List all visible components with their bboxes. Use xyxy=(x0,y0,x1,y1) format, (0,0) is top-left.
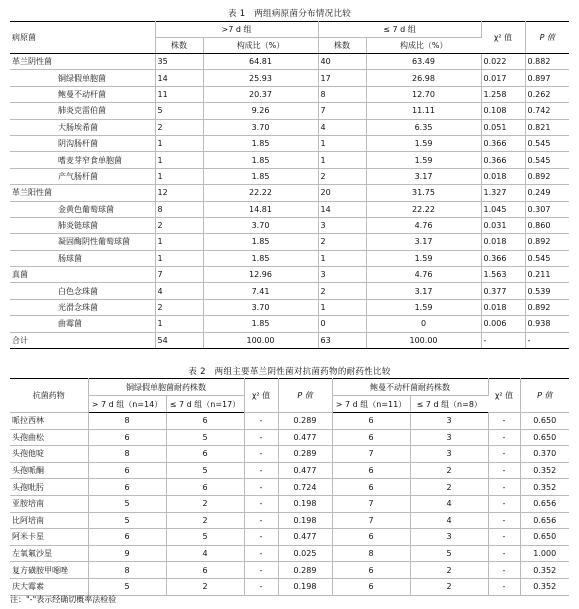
table-row xyxy=(10,529,569,546)
chi2-value: 0.006 xyxy=(481,316,525,332)
chi2-value: 1.258 xyxy=(481,86,525,102)
table-row xyxy=(10,152,569,168)
ab-count-a: 6 xyxy=(332,462,410,479)
count-b: 14 xyxy=(318,201,366,217)
table-row xyxy=(10,512,569,529)
count-a: 12 xyxy=(155,185,203,201)
chi2-value: 1.045 xyxy=(481,201,525,217)
ratio-b: 1.59 xyxy=(366,135,481,151)
chi2-value-1: - xyxy=(244,512,278,529)
drug-name: 庆大霉素 xyxy=(10,578,88,595)
ratio-b: 63.49 xyxy=(366,54,481,70)
chi2-value: 0.366 xyxy=(481,152,525,168)
table-row xyxy=(10,54,569,70)
count-a: 2 xyxy=(155,299,203,315)
ab-count-b: 5 xyxy=(410,545,488,562)
ab-count-a: 6 xyxy=(332,479,410,496)
chi2-value: 0.377 xyxy=(481,283,525,299)
ratio-b: 11.11 xyxy=(366,103,481,119)
p-value-1: 0.477 xyxy=(278,462,332,479)
chi2-value: 0.018 xyxy=(481,234,525,250)
ab-count-b: 2 xyxy=(410,462,488,479)
chi2-value: 0.031 xyxy=(481,217,525,233)
p-value-1: 0.724 xyxy=(278,479,332,496)
ratio-a: 20.37 xyxy=(203,86,318,102)
count-b: 3 xyxy=(318,267,366,283)
pa-count-a: 9 xyxy=(88,545,166,562)
count-a: 1 xyxy=(155,152,203,168)
drug-name: 头孢他啶 xyxy=(10,446,88,463)
pa-count-a: 6 xyxy=(88,479,166,496)
pathogen-distribution-table xyxy=(10,21,569,349)
ratio-b: 3.17 xyxy=(366,168,481,184)
header-pa-a: > 7 d 组（n=14） xyxy=(88,396,166,413)
count-b: 20 xyxy=(318,185,366,201)
pa-count-b: 4 xyxy=(166,545,244,562)
chi2-value-2: - xyxy=(488,495,520,512)
pa-count-a: 5 xyxy=(88,495,166,512)
ab-count-a: 6 xyxy=(332,562,410,579)
chi2-value-2: - xyxy=(488,446,520,463)
chi2-value-2: - xyxy=(488,429,520,446)
ab-count-b: 3 xyxy=(410,446,488,463)
chi2-value: 0.017 xyxy=(481,70,525,86)
pathogen-name: 真菌 xyxy=(10,267,155,283)
header-chi2-1: χ² 值 xyxy=(244,379,278,413)
chi2-value-1: - xyxy=(244,446,278,463)
p-value-1: 0.025 xyxy=(278,545,332,562)
ratio-b: 12.70 xyxy=(366,86,481,102)
p-value: 0.262 xyxy=(525,86,569,102)
table-row xyxy=(10,562,569,579)
count-a: 1 xyxy=(155,316,203,332)
p-value: 0.860 xyxy=(525,217,569,233)
count-b: 2 xyxy=(318,168,366,184)
p-value-2: 0.352 xyxy=(520,578,569,595)
chi2-value-1: - xyxy=(244,545,278,562)
header-pa-b: ≤ 7 d 组（n=17） xyxy=(166,396,244,413)
chi2-value: 0.366 xyxy=(481,250,525,266)
table-row xyxy=(10,446,569,463)
table-row xyxy=(10,332,569,348)
chi2-value: 1.327 xyxy=(481,185,525,201)
table-row xyxy=(10,462,569,479)
chi2-value-2: - xyxy=(488,462,520,479)
pa-count-a: 6 xyxy=(88,529,166,546)
ab-count-a: 8 xyxy=(332,545,410,562)
p-value: 0.938 xyxy=(525,316,569,332)
chi2-value-2: - xyxy=(488,529,520,546)
table-row xyxy=(10,234,569,250)
ab-count-b: 2 xyxy=(410,562,488,579)
ratio-b: 0 xyxy=(366,316,481,332)
header-count-b: 株数 xyxy=(318,38,366,54)
p-value-2: 0.656 xyxy=(520,512,569,529)
count-b: 7 xyxy=(318,103,366,119)
header-p: P 值 xyxy=(525,22,569,54)
ratio-b: 100.00 xyxy=(366,332,481,348)
p-value-2: 0.656 xyxy=(520,495,569,512)
p-value: 0.249 xyxy=(525,185,569,201)
p-value: 0.211 xyxy=(525,267,569,283)
chi2-value-1: - xyxy=(244,495,278,512)
table-row xyxy=(10,495,569,512)
pathogen-name: 嗜麦芽窄食单胞菌 xyxy=(10,152,155,168)
table-row xyxy=(10,479,569,496)
p-value: 0.897 xyxy=(525,70,569,86)
resistance-comparison-table xyxy=(10,378,569,596)
ratio-a: 9.26 xyxy=(203,103,318,119)
pa-count-b: 5 xyxy=(166,462,244,479)
header-ab: 鲍曼不动杆菌耐药株数 xyxy=(332,379,488,396)
header-ratio-a: 构成比（%） xyxy=(203,38,318,54)
p-value-1: 0.198 xyxy=(278,578,332,595)
ab-count-a: 6 xyxy=(332,413,410,430)
chi2-value-1: - xyxy=(244,462,278,479)
pathogen-name: 革兰阴性菌 xyxy=(10,54,155,70)
table-note: 注："-"表示经确切概率法检验 xyxy=(10,595,117,604)
pa-count-b: 2 xyxy=(166,578,244,595)
ratio-a: 1.85 xyxy=(203,168,318,184)
ratio-a: 25.93 xyxy=(203,70,318,86)
ab-count-a: 7 xyxy=(332,495,410,512)
table-row xyxy=(10,185,569,201)
pa-count-a: 8 xyxy=(88,446,166,463)
p-value-1: 0.289 xyxy=(278,413,332,430)
chi2-value: 0.018 xyxy=(481,299,525,315)
pa-count-b: 2 xyxy=(166,512,244,529)
ratio-a: 1.85 xyxy=(203,316,318,332)
count-a: 2 xyxy=(155,217,203,233)
ratio-b: 22.22 xyxy=(366,201,481,217)
table-row xyxy=(10,135,569,151)
p-value-1: 0.198 xyxy=(278,512,332,529)
pa-count-a: 5 xyxy=(88,512,166,529)
chi2-value: 0.018 xyxy=(481,168,525,184)
pathogen-name: 曲霉菌 xyxy=(10,316,155,332)
ratio-a: 3.70 xyxy=(203,217,318,233)
count-b: 8 xyxy=(318,86,366,102)
p-value-2: 0.650 xyxy=(520,429,569,446)
table-row xyxy=(10,201,569,217)
ab-count-b: 2 xyxy=(410,479,488,496)
ratio-b: 6.35 xyxy=(366,119,481,135)
header-ab-b: ≤ 7 d 组（n=8） xyxy=(410,396,488,413)
pathogen-name: 鲍曼不动杆菌 xyxy=(10,86,155,102)
pathogen-name: 光滑念珠菌 xyxy=(10,299,155,315)
pathogen-name: 肺炎克雷伯菌 xyxy=(10,103,155,119)
chi2-value-1: - xyxy=(244,529,278,546)
p-value-2: 0.352 xyxy=(520,562,569,579)
ratio-b: 4.76 xyxy=(366,217,481,233)
count-a: 1 xyxy=(155,250,203,266)
table-row xyxy=(10,250,569,266)
p-value: 0.545 xyxy=(525,250,569,266)
ab-count-b: 2 xyxy=(410,578,488,595)
pathogen-name: 阴沟肠杆菌 xyxy=(10,135,155,151)
drug-name: 头孢哌酮 xyxy=(10,462,88,479)
header-ratio-b: 构成比（%） xyxy=(366,38,481,54)
chi2-value: 0.051 xyxy=(481,119,525,135)
table-row xyxy=(10,413,569,430)
ratio-a: 14.81 xyxy=(203,201,318,217)
count-a: 8 xyxy=(155,201,203,217)
pa-count-b: 2 xyxy=(166,495,244,512)
count-a: 1 xyxy=(155,135,203,151)
p-value-1: 0.198 xyxy=(278,495,332,512)
table-row xyxy=(10,545,569,562)
pa-count-a: 8 xyxy=(88,413,166,430)
header-pa: 铜绿假单胞菌耐药株数 xyxy=(88,379,244,396)
p-value-1: 0.289 xyxy=(278,562,332,579)
drug-name: 左氧氟沙星 xyxy=(10,545,88,562)
pa-count-b: 6 xyxy=(166,479,244,496)
ab-count-a: 7 xyxy=(332,512,410,529)
ab-count-b: 3 xyxy=(410,413,488,430)
count-a: 2 xyxy=(155,119,203,135)
table-row xyxy=(10,283,569,299)
chi2-value: 0.108 xyxy=(481,103,525,119)
header-group-b: ≤ 7 d 组 xyxy=(318,22,481,38)
ab-count-a: 6 xyxy=(332,529,410,546)
ratio-b: 3.17 xyxy=(366,283,481,299)
header-chi2: χ² 值 xyxy=(481,22,525,54)
table-row xyxy=(10,168,569,184)
table-row xyxy=(10,103,569,119)
p-value: 0.892 xyxy=(525,299,569,315)
ratio-a: 12.96 xyxy=(203,267,318,283)
ab-count-b: 4 xyxy=(410,495,488,512)
chi2-value-1: - xyxy=(244,429,278,446)
ratio-b: 31.75 xyxy=(366,185,481,201)
ab-count-a: 6 xyxy=(332,429,410,446)
count-b: 17 xyxy=(318,70,366,86)
p-value: 0.742 xyxy=(525,103,569,119)
chi2-value: - xyxy=(481,332,525,348)
pa-count-a: 6 xyxy=(88,462,166,479)
chi2-value-1: - xyxy=(244,479,278,496)
count-b: 1 xyxy=(318,299,366,315)
p-value: 0.892 xyxy=(525,168,569,184)
chi2-value-2: - xyxy=(488,512,520,529)
drug-name: 复方磺胺甲噁唑 xyxy=(10,562,88,579)
drug-name: 头孢曲松 xyxy=(10,429,88,446)
chi2-value: 0.022 xyxy=(481,54,525,70)
drug-name: 比阿培南 xyxy=(10,512,88,529)
ab-count-b: 3 xyxy=(410,429,488,446)
chi2-value-1: - xyxy=(244,562,278,579)
ratio-b: 1.59 xyxy=(366,250,481,266)
p-value: 0.307 xyxy=(525,201,569,217)
table-row xyxy=(10,70,569,86)
header-group-a: >7 d 组 xyxy=(155,22,318,38)
chi2-value: 0.366 xyxy=(481,135,525,151)
ratio-b: 1.59 xyxy=(366,299,481,315)
pathogen-name: 白色念珠菌 xyxy=(10,283,155,299)
ratio-a: 7.41 xyxy=(203,283,318,299)
drug-name: 亚胺培南 xyxy=(10,495,88,512)
count-b: 1 xyxy=(318,250,366,266)
table-row xyxy=(10,217,569,233)
p-value-1: 0.289 xyxy=(278,446,332,463)
ab-count-b: 4 xyxy=(410,512,488,529)
header-chi2-2: χ² 值 xyxy=(488,379,520,413)
chi2-value-1: - xyxy=(244,413,278,430)
chi2-value-2: - xyxy=(488,562,520,579)
pa-count-b: 5 xyxy=(166,529,244,546)
ratio-b: 1.59 xyxy=(366,152,481,168)
table2-caption: 表 2 两组主要革兰阴性菌对抗菌药物的耐药性比较 xyxy=(188,367,391,377)
ratio-a: 1.85 xyxy=(203,152,318,168)
pa-count-a: 8 xyxy=(88,562,166,579)
table-row xyxy=(10,299,569,315)
count-a: 7 xyxy=(155,267,203,283)
table1-caption: 表 1 两组病原菌分布情况比较 xyxy=(227,9,352,19)
pathogen-name: 产气肠杆菌 xyxy=(10,168,155,184)
pa-count-b: 6 xyxy=(166,446,244,463)
p-value: 0.539 xyxy=(525,283,569,299)
header-count-a: 株数 xyxy=(155,38,203,54)
ratio-b: 26.98 xyxy=(366,70,481,86)
count-a: 5 xyxy=(155,103,203,119)
count-a: 11 xyxy=(155,86,203,102)
ratio-a: 22.22 xyxy=(203,185,318,201)
p-value: - xyxy=(525,332,569,348)
table-row xyxy=(10,316,569,332)
pathogen-name: 肺炎链球菌 xyxy=(10,217,155,233)
count-b: 63 xyxy=(318,332,366,348)
chi2-value-2: - xyxy=(488,578,520,595)
count-b: 1 xyxy=(318,152,366,168)
count-b: 2 xyxy=(318,283,366,299)
ratio-a: 64.81 xyxy=(203,54,318,70)
count-b: 2 xyxy=(318,234,366,250)
p-value-2: 1.000 xyxy=(520,545,569,562)
pathogen-name: 革兰阳性菌 xyxy=(10,185,155,201)
count-b: 0 xyxy=(318,316,366,332)
ab-count-a: 6 xyxy=(332,578,410,595)
count-a: 4 xyxy=(155,283,203,299)
table-row xyxy=(10,429,569,446)
pa-count-a: 6 xyxy=(88,429,166,446)
count-a: 1 xyxy=(155,168,203,184)
ratio-b: 4.76 xyxy=(366,267,481,283)
ratio-b: 3.17 xyxy=(366,234,481,250)
drug-name: 阿米卡星 xyxy=(10,529,88,546)
ratio-a: 1.85 xyxy=(203,135,318,151)
table-row xyxy=(10,119,569,135)
drug-name: 头孢吡肟 xyxy=(10,479,88,496)
pathogen-name: 合计 xyxy=(10,332,155,348)
table-row xyxy=(10,86,569,102)
p-value: 0.545 xyxy=(525,152,569,168)
pathogen-name: 凝固酶阴性葡萄球菌 xyxy=(10,234,155,250)
p-value-1: 0.477 xyxy=(278,529,332,546)
chi2-value-1: - xyxy=(244,578,278,595)
p-value: 0.882 xyxy=(525,54,569,70)
pathogen-name: 大肠埃希菌 xyxy=(10,119,155,135)
header-drug: 抗菌药物 xyxy=(10,379,88,413)
ab-count-b: 3 xyxy=(410,529,488,546)
p-value: 0.545 xyxy=(525,135,569,151)
chi2-value-2: - xyxy=(488,479,520,496)
drug-name: 哌拉西林 xyxy=(10,413,88,430)
p-value-2: 0.650 xyxy=(520,413,569,430)
count-a: 54 xyxy=(155,332,203,348)
count-b: 3 xyxy=(318,217,366,233)
count-b: 40 xyxy=(318,54,366,70)
p-value: 0.892 xyxy=(525,234,569,250)
p-value-2: 0.370 xyxy=(520,446,569,463)
p-value-1: 0.477 xyxy=(278,429,332,446)
table-row xyxy=(10,267,569,283)
ratio-a: 100.00 xyxy=(203,332,318,348)
count-a: 14 xyxy=(155,70,203,86)
ratio-a: 1.85 xyxy=(203,250,318,266)
pa-count-b: 6 xyxy=(166,413,244,430)
count-a: 1 xyxy=(155,234,203,250)
pa-count-b: 5 xyxy=(166,429,244,446)
chi2-value-2: - xyxy=(488,545,520,562)
pa-count-b: 6 xyxy=(166,562,244,579)
p-value: 0.821 xyxy=(525,119,569,135)
ratio-a: 3.70 xyxy=(203,119,318,135)
p-value-2: 0.352 xyxy=(520,479,569,496)
count-b: 4 xyxy=(318,119,366,135)
pa-count-a: 5 xyxy=(88,578,166,595)
table-row xyxy=(10,578,569,595)
count-a: 35 xyxy=(155,54,203,70)
count-b: 1 xyxy=(318,135,366,151)
ab-count-a: 7 xyxy=(332,446,410,463)
ratio-a: 1.85 xyxy=(203,234,318,250)
header-ab-a: > 7 d 组（n=11） xyxy=(332,396,410,413)
header-pathogen: 病原菌 xyxy=(10,22,155,54)
pathogen-name: 铜绿假单胞菌 xyxy=(10,70,155,86)
ratio-a: 3.70 xyxy=(203,299,318,315)
p-value-2: 0.650 xyxy=(520,529,569,546)
pathogen-name: 金黄色葡萄球菌 xyxy=(10,201,155,217)
chi2-value-2: - xyxy=(488,413,520,430)
p-value-2: 0.352 xyxy=(520,462,569,479)
chi2-value: 1.563 xyxy=(481,267,525,283)
header-p-2: P 值 xyxy=(520,379,569,413)
header-p-1: P 值 xyxy=(278,379,332,413)
pathogen-name: 肠球菌 xyxy=(10,250,155,266)
